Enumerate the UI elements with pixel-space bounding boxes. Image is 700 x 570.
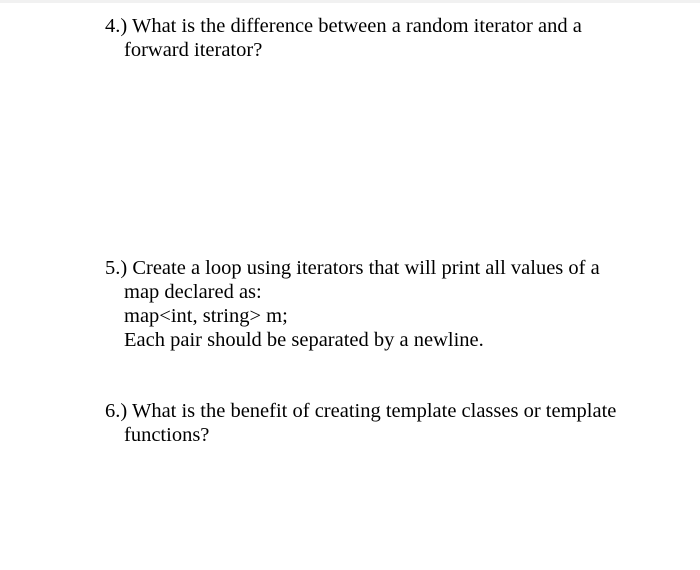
question-4-text-1: What is the difference between a random iterator and a — [131, 15, 582, 37]
question-6-text-2: functions? — [124, 424, 210, 446]
question-4-text-2: forward iterator? — [124, 39, 263, 61]
question-5-text-1: Create a loop using iterators that will print all values of a — [132, 257, 600, 279]
question-4-line-1 — [105, 14, 665, 38]
question-4 — [105, 14, 665, 62]
question-5-line-1 — [105, 256, 665, 280]
question-5-text-2: map declared as: — [124, 281, 262, 303]
question-5-code-declaration: map<int, string> m; — [124, 305, 288, 327]
question-6-line-1 — [105, 399, 665, 423]
question-5-number: 5.) — [105, 257, 128, 279]
question-4-number: 4.) — [105, 15, 128, 37]
question-6 — [105, 399, 665, 447]
question-5 — [105, 256, 665, 352]
question-6-number: 6.) — [105, 400, 128, 422]
top-divider — [0, 0, 700, 3]
question-5-text-4: Each pair should be separated by a newline. — [124, 329, 484, 351]
question-6-text-1: What is the benefit of creating template classes or template — [131, 400, 617, 422]
